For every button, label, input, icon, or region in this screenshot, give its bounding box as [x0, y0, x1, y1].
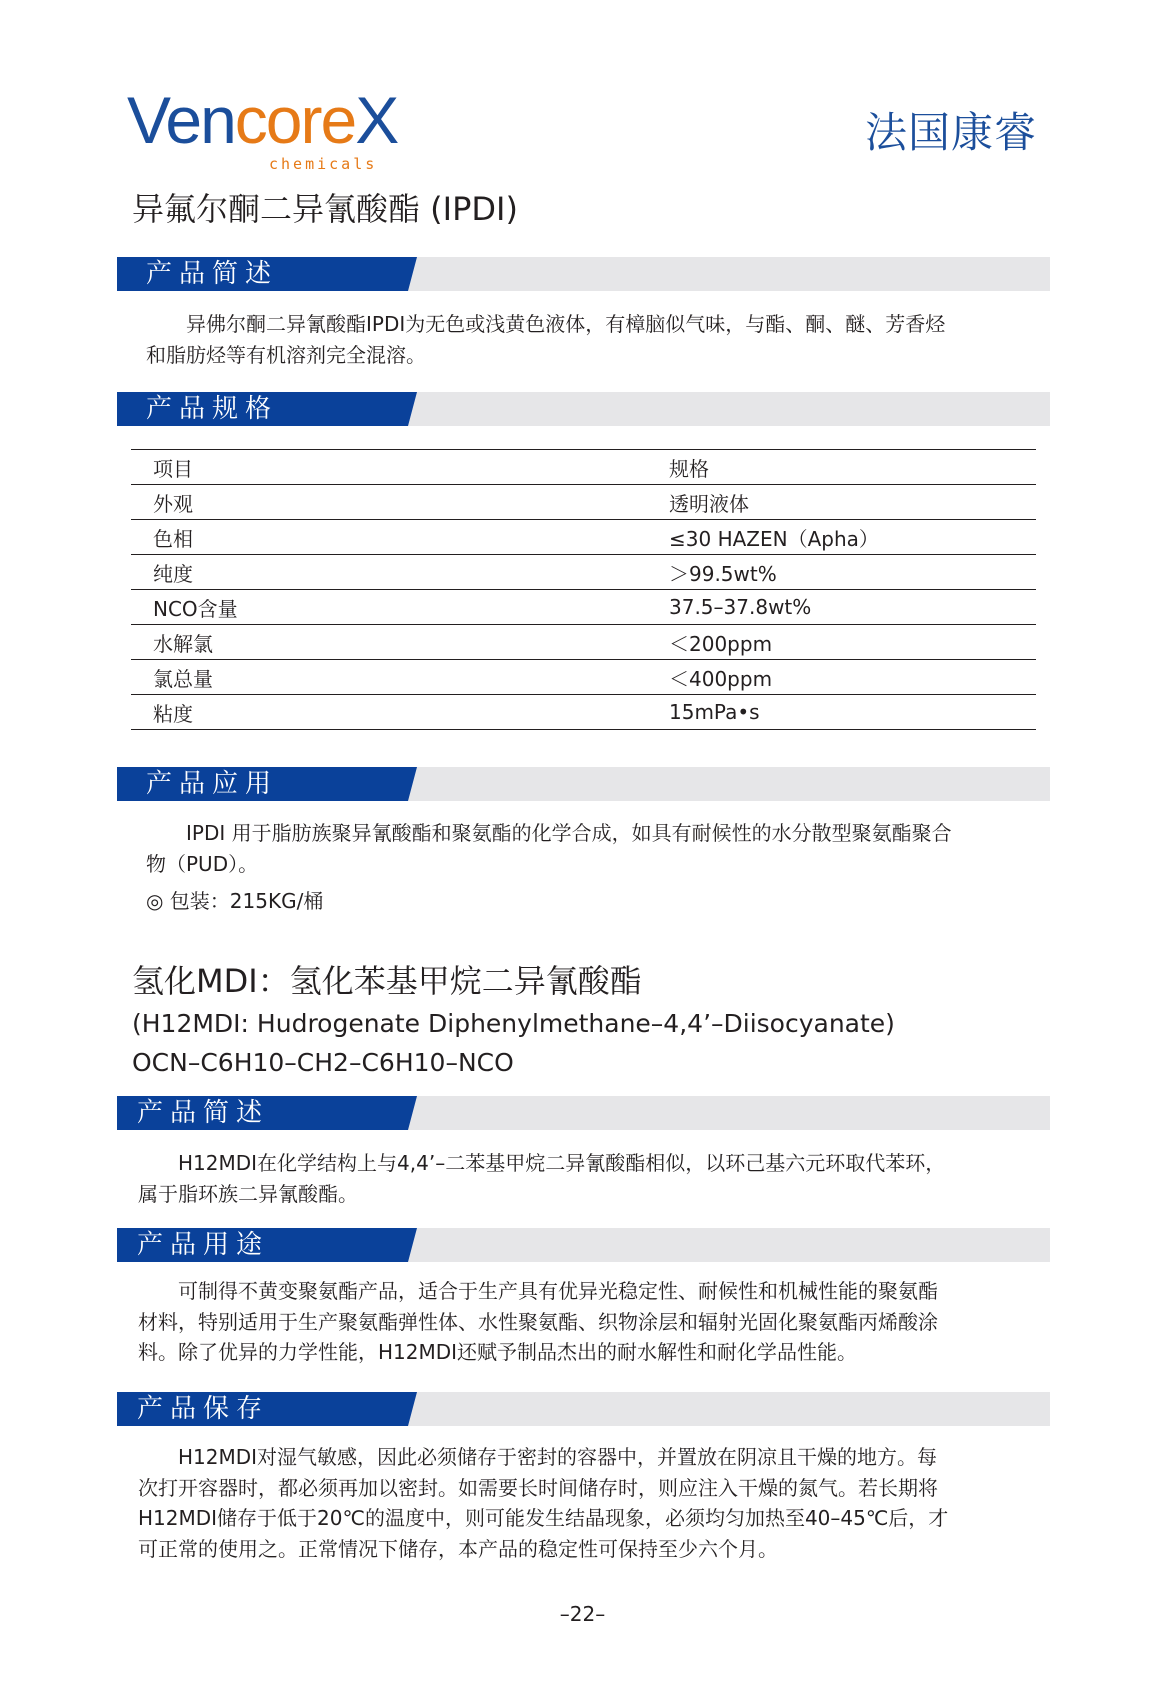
logo-subtext: chemicals	[269, 155, 378, 173]
logo-text: X	[355, 83, 398, 157]
text-line: IPDI 用于脂肪族聚异氰酸酯和聚氨酯的化学合成，如具有耐候性的水分散型聚氨酯聚合	[146, 821, 952, 845]
section-label: 产品简述	[146, 259, 279, 289]
text-line: 属于脂环族二异氰酸酯。	[138, 1181, 358, 1206]
section-header-overview	[117, 257, 1050, 291]
section-header-usage	[117, 1228, 1050, 1262]
text-line: 异佛尔酮二异氰酸酯IPDI为无色或浅黄色液体，有樟脑似气味，与酯、酮、醚、芳香烃	[146, 312, 946, 336]
table-row	[131, 520, 1036, 555]
h12mdi-storage-text	[138, 1442, 948, 1564]
table-cell: 透明液体	[669, 485, 1036, 520]
text-line: 次打开容器时，都必须再加以密封。如需要长时间储存时，则应注入干燥的氮气。若长期将	[138, 1475, 938, 1500]
table-row	[131, 590, 1036, 625]
table-cell: ＜400ppm	[669, 660, 1036, 695]
section-label: 产品应用	[146, 769, 279, 799]
table-row	[131, 485, 1036, 520]
table-cell: 氯总量	[131, 660, 669, 695]
chemical-formula: OCN–C6H10–CH2–C6H10–NCO	[132, 1048, 514, 1077]
text-line: 可正常的使用之。正常情况下储存，本产品的稳定性可保持至少六个月。	[138, 1536, 778, 1561]
table-row	[131, 695, 1036, 730]
table-cell: 粘度	[131, 695, 669, 730]
text-line: H12MDI在化学结构上与4,4’–二苯基甲烷二异氰酸酯相似，以环己基六元环取代苯环，	[138, 1151, 946, 1175]
column-header: 项目	[131, 450, 669, 485]
section-label: 产品简述	[137, 1098, 270, 1128]
table-row	[131, 625, 1036, 660]
section-label: 产品用途	[137, 1230, 270, 1260]
text-line: H12MDI对湿气敏感，因此必须储存于密封的容器中，并置放在阴凉且干燥的地方。每	[138, 1445, 938, 1469]
ipdi-overview-text	[146, 309, 945, 370]
table-row	[131, 660, 1036, 695]
column-header: 规格	[669, 450, 1036, 485]
table-cell: 水解氯	[131, 625, 669, 660]
section-header-application	[117, 767, 1050, 801]
table-cell: ≤30 HAZEN（Apha）	[669, 520, 1036, 555]
section-header-storage	[117, 1392, 1050, 1426]
vencorex-logo	[127, 83, 457, 173]
logo-text: co	[234, 83, 301, 157]
table-cell: NCO含量	[131, 590, 669, 625]
product-title-h12mdi: 氢化MDI：氢化苯基甲烷二异氰酸酯	[132, 962, 642, 1000]
table-cell: ＞99.5wt%	[669, 555, 1036, 590]
brand-name-cn: 法国康睿	[864, 108, 1037, 157]
table-header-row	[131, 450, 1036, 485]
logo-text: Ven	[127, 83, 235, 157]
page-number: –22–	[559, 1602, 606, 1626]
table-row	[131, 555, 1036, 590]
h12mdi-usage-text	[138, 1276, 938, 1368]
product-subtitle: (H12MDI: Hudrogenate Diphenylmethane–4,4’–Diisocyanate)	[132, 1009, 895, 1038]
section-header-overview	[117, 1096, 1050, 1130]
table-cell: 色相	[131, 520, 669, 555]
text-line: H12MDI储存于低于20℃的温度中，则可能发生结晶现象，必须均匀加热至40–45℃后，才	[138, 1506, 949, 1530]
table-cell: ＜200ppm	[669, 625, 1036, 660]
packaging-info: ◎ 包装：215KG/桶	[146, 889, 324, 913]
h12mdi-overview-text	[138, 1148, 945, 1209]
table-cell: 纯度	[131, 555, 669, 590]
table-cell: 15mPa•s	[669, 695, 1036, 730]
section-label: 产品保存	[137, 1394, 270, 1424]
text-line: 和脂肪烃等有机溶剂完全混溶。	[146, 342, 426, 367]
product-title-ipdi: 异氟尔酮二异氰酸酯 (IPDI)	[132, 190, 518, 228]
spec-table	[131, 449, 1036, 730]
ipdi-application-text	[146, 818, 952, 917]
text-line: 料。除了优异的力学性能，H12MDI还赋予制品杰出的耐水解性和耐化学品性能。	[138, 1340, 858, 1364]
logo-text: re	[300, 83, 356, 157]
section-label: 产品规格	[146, 394, 279, 424]
text-line: 物（PUD）。	[146, 851, 259, 876]
section-header-specs	[117, 392, 1050, 426]
text-line: 可制得不黄变聚氨酯产品，适合于生产具有优异光稳定性、耐候性和机械性能的聚氨酯	[138, 1279, 938, 1303]
text-line: 材料，特别适用于生产聚氨酯弹性体、水性聚氨酯、织物涂层和辐射光固化聚氨酯丙烯酸涂	[138, 1309, 938, 1334]
table-cell: 37.5–37.8wt%	[669, 590, 1036, 625]
table-cell: 外观	[131, 485, 669, 520]
